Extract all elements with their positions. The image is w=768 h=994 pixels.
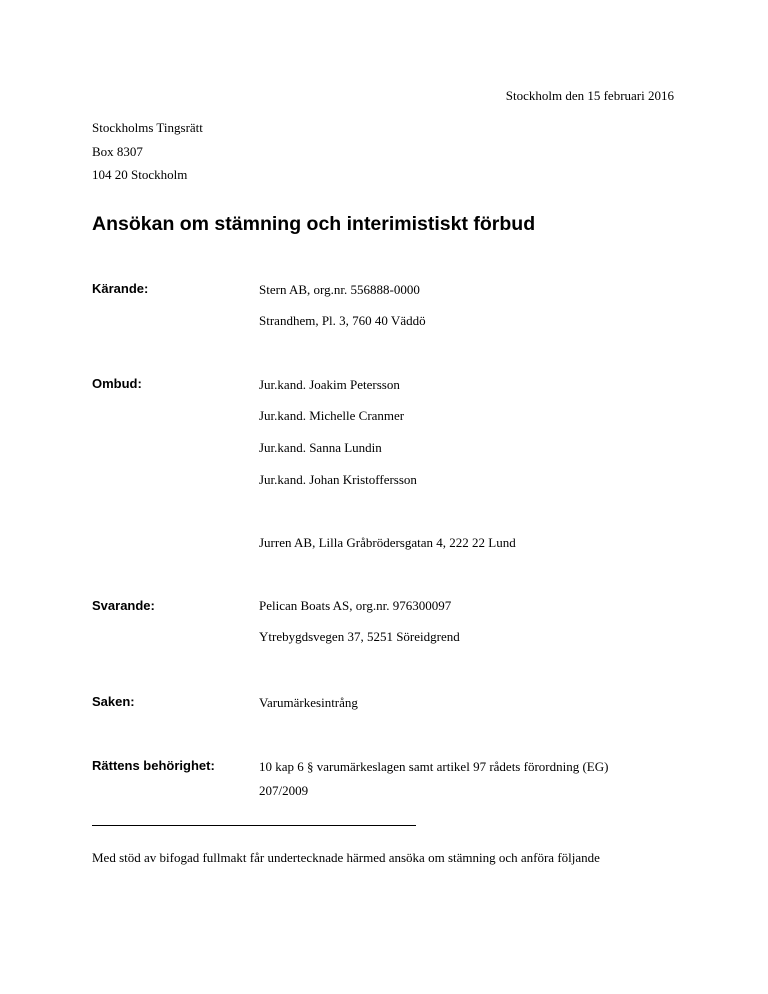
saken-label: Saken: bbox=[92, 694, 135, 709]
ombud-line-2: Jur.kand. Michelle Cranmer bbox=[259, 408, 405, 423]
recipient-court: Stockholms Tingsrätt bbox=[92, 120, 203, 135]
saken-value: Varumärkesintrång bbox=[259, 695, 358, 710]
karande-line-2: Strandhem, Pl. 3, 760 40 Väddö bbox=[259, 313, 426, 328]
karande-label: Kärande: bbox=[92, 281, 149, 296]
ombud-line-3: Jur.kand. Sanna Lundin bbox=[259, 440, 382, 455]
recipient-box: Box 8307 bbox=[92, 144, 143, 159]
document-date: Stockholm den 15 februari 2016 bbox=[505, 88, 674, 103]
behorighet-line-2: 207/2009 bbox=[259, 783, 309, 798]
svarande-line-2: Ytrebygdsvegen 37, 5251 Söreidgrend bbox=[259, 629, 460, 644]
ombud-line-4: Jur.kand. Johan Kristoffersson bbox=[259, 472, 417, 487]
recipient-city: 104 20 Stockholm bbox=[92, 167, 188, 182]
svarande-label: Svarande: bbox=[92, 598, 155, 613]
ombud-label: Ombud: bbox=[92, 376, 142, 391]
ombud-firm: Jurren AB, Lilla Gråbrödersgatan 4, 222 22 Lund bbox=[259, 535, 516, 550]
behorighet-line-1: 10 kap 6 § varumärkeslagen samt artikel 97 rådets förordning (EG) bbox=[259, 759, 609, 774]
footnote-divider bbox=[92, 825, 416, 826]
document-title: Ansökan om stämning och interimistiskt förbud bbox=[92, 213, 536, 235]
intro-paragraph: Med stöd av bifogad fullmakt får undertecknade härmed ansöka om stämning och anföra följande bbox=[92, 850, 600, 865]
svarande-line-1: Pelican Boats AS, org.nr. 976300097 bbox=[259, 598, 452, 613]
ombud-line-1: Jur.kand. Joakim Petersson bbox=[259, 377, 400, 392]
behorighet-label: Rättens behörighet: bbox=[92, 758, 215, 773]
karande-line-1: Stern AB, org.nr. 556888-0000 bbox=[259, 282, 420, 297]
